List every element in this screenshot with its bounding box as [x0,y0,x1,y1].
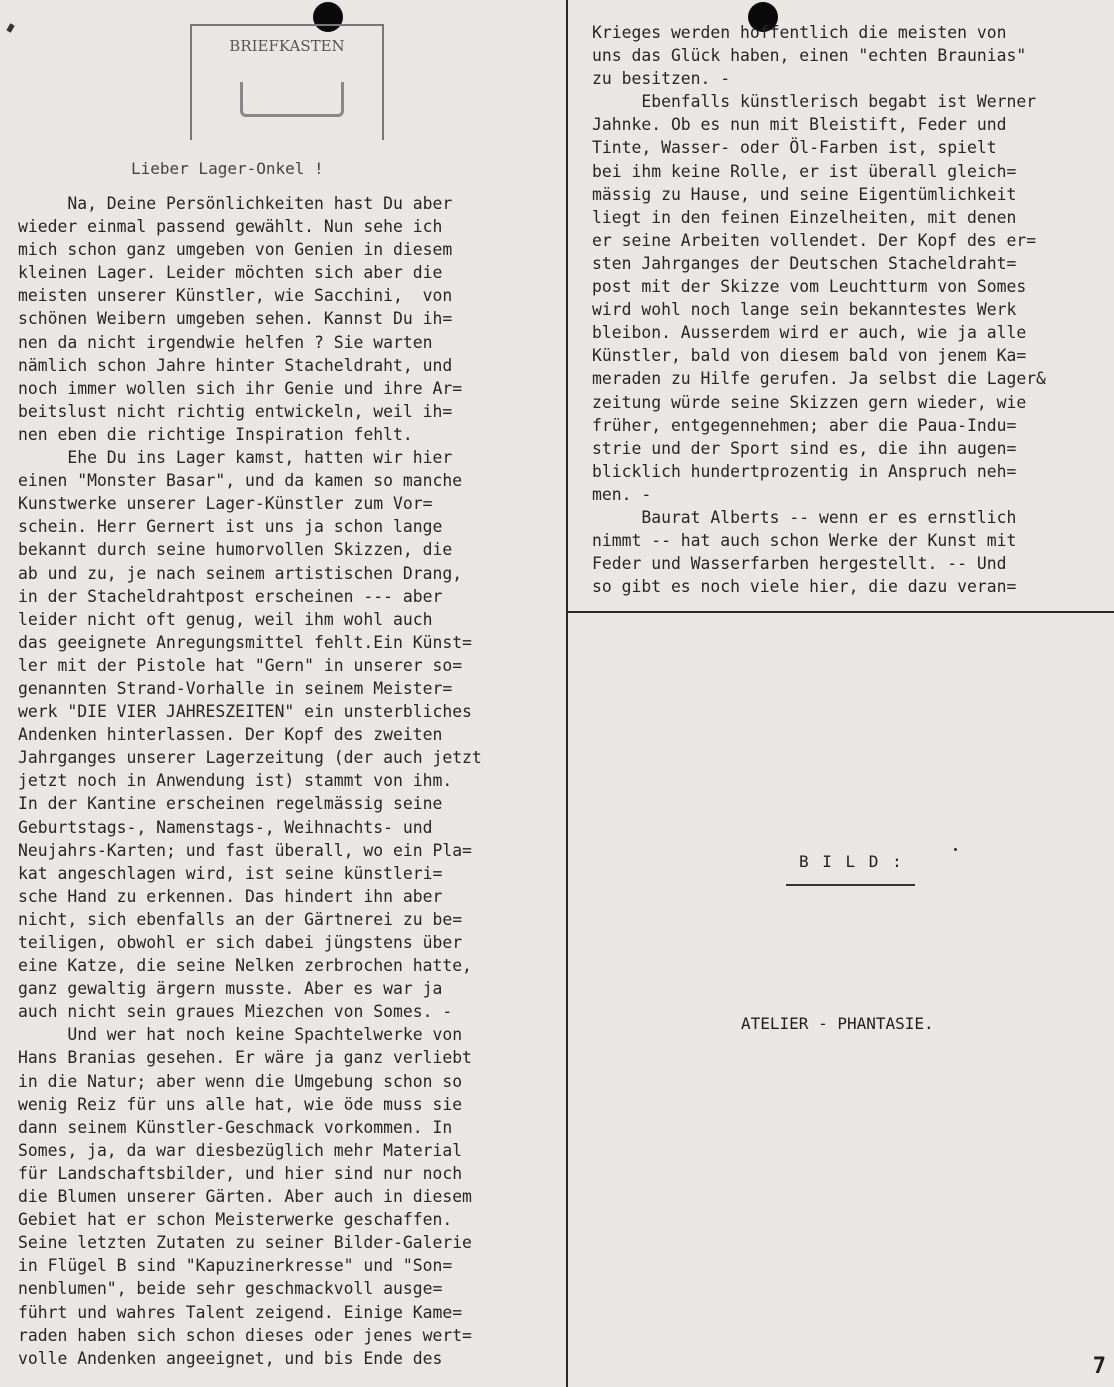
briefkasten-header-box [190,24,384,140]
text-line: teiligen, obwohl er sich dabei jüngstens über [18,933,463,952]
text-line: bleibon. Ausserdem wird er auch, wie ja alle [592,323,1027,343]
text-line: leider nicht oft genug, weil ihm wohl auch [18,609,433,629]
text-line: eine Katze, die seine Nelken zerbrochen hatte, [18,956,472,976]
text-line: dann seinem Künstler-Geschmack vorkommen. In [18,1117,453,1137]
text-line: Ehe Du ins Lager kamst, hatten wir hier [18,448,453,468]
column-divider [566,0,568,1387]
text-line: genannten Strand-Vorhalle in seinem Meister= [18,678,453,698]
text-line: mässig zu Hause, und seine Eigentümlichkeit [592,184,1017,204]
text-line: ler mit der Pistole hat "Gern" in unserer so= [18,655,463,675]
text-line: In der Kantine erscheinen regelmässig seine [18,794,443,814]
text-line: Kunstwerke unserer Lager-Künstler zum Vor= [18,494,433,514]
text-line: Hans Branias gesehen. Er wäre ja ganz verliebt [18,1048,472,1068]
text-line: bei ihm keine Rolle, er ist überall gleich= [592,161,1017,181]
text-line: Andenken hinterlassen. Der Kopf des zweiten [18,725,443,745]
text-line: Tinte, Wasser- oder Öl-Farben ist, spielt [592,138,997,158]
section-title: BRIEFKASTEN [229,37,345,55]
text-line: nen eben die richtige Inspiration fehlt. [18,424,413,444]
text-line: noch immer wollen sich ihr Genie und ihre Ar= [18,378,463,398]
text-line: bekannt durch seine humorvollen Skizzen, die [18,540,453,560]
text-line: nenblumen", beide sehr geschmackvoll ausge= [18,1279,443,1299]
text-line: Gebiet hat er schon Meisterwerke geschaffen. [18,1210,453,1230]
ink-dot [954,848,957,851]
text-line: Jahrganges unserer Lagerzeitung (der auch jetzt [18,748,482,768]
text-line: Baurat Alberts -- wenn er es ernstlich [592,507,1017,527]
text-line: volle Andenken angeeignet, und bis Ende des [18,1348,443,1368]
greeting: Lieber Lager-Onkel ! [131,159,324,178]
text-line: men. - [592,484,652,504]
text-line: früher, entgegennehmen; aber die Paua-Indu= [592,415,1017,435]
text-line: nimmt -- hat auch schon Werke der Kunst mit [592,531,1017,551]
text-line: jetzt noch in Anwendung ist) stammt von ihm. [18,771,453,791]
text-line: auch nicht sein graues Miezchen von Somes. - [18,1002,453,1022]
text-line: ganz gewaltig ärgern musste. Aber es war ja [18,979,443,999]
text-line: die Blumen unserer Gärten. Aber auch in diesem [18,1187,472,1207]
text-line: einen "Monster Basar", und da kamen so manche [18,471,463,491]
text-line: so gibt es noch viele hier, die dazu veran= [592,577,1017,597]
text-line: raden haben sich schon dieses oder jenes wert= [18,1325,472,1345]
text-line: kat angeschlagen wird, ist seine künstleri= [18,863,443,883]
text-line: strie und der Sport sind es, die ihn augen= [592,438,1017,458]
text-line: wieder einmal passend gewählt. Nun sehe ich [18,217,443,237]
text-line: Und wer hat noch keine Spachtelwerke von [18,1025,463,1045]
picture-label-underline [786,884,915,886]
text-line: meraden zu Hilfe gerufen. Ja selbst die Lager& [592,369,1046,389]
text-line: blicklich hundertprozentig in Anspruch neh= [592,461,1017,481]
text-line: Neujahrs-Karten; und fast überall, wo ein Pla= [18,840,472,860]
text-line: Geburtstags-, Namenstags-, Weihnachts- und [18,817,433,837]
text-line: wenig Reiz für uns alle hat, wie öde muss sie [18,1094,463,1114]
text-line: meisten unserer Künstler, wie Sacchini, von [18,286,453,306]
text-line: das geeignete Anregungsmittel fehlt.Ein Künst= [18,632,472,652]
text-line: liegt in den feinen Einzelheiten, mit denen [592,207,1017,227]
picture-box-divider [566,611,1114,613]
text-line: werk "DIE VIER JAHRESZEITEN" ein unsterbliches [18,702,472,722]
text-line: er seine Arbeiten vollendet. Der Kopf des er= [592,230,1037,250]
text-line: sten Jahrganges der Deutschen Stacheldraht= [592,253,1017,273]
text-line: Künstler, bald von diesem bald von jenem Ka= [592,346,1027,366]
text-line: kleinen Lager. Leider möchten sich aber die [18,263,443,283]
text-line: sche Hand zu erkennen. Das hindert ihn aber [18,886,443,906]
text-line: post mit der Skizze vom Leuchtturm von Somes [592,277,1027,297]
text-line: Feder und Wasserfarben hergestellt. -- Und [592,554,1007,574]
text-line: nicht, sich ebenfalls an der Gärtnerei zu be= [18,909,463,929]
text-line: ab und zu, je nach seinem artistischen Drang, [18,563,463,583]
left-column-text [18,192,482,1370]
pen-mark [6,23,14,32]
text-line: Na, Deine Persönlichkeiten hast Du aber [18,194,453,213]
text-line: schönen Weibern umgeben sehen. Kannst Du ih= [18,309,453,329]
text-line: für Landschaftsbilder, und hier sind nur noch [18,1163,463,1183]
text-line: führt und wahres Talent zeigend. Einige Kame= [18,1302,463,1322]
text-line: Jahnke. Ob es nun mit Bleistift, Feder und [592,115,1007,135]
text-line: schein. Herr Gernert ist uns ja schon lange [18,517,443,537]
text-line: nämlich schon Jahre hinter Stacheldraht, und [18,355,453,375]
text-line: zu besitzen. - [592,69,731,89]
text-line: nen da nicht irgendwie helfen ? Sie warten [18,332,433,352]
text-line: in die Natur; aber wenn die Umgebung schon so [18,1071,463,1091]
picture-caption: ATELIER - PHANTASIE. [741,1014,934,1033]
text-line: zeitung würde seine Skizzen gern wieder, wie [592,392,1027,412]
mailbox-slot-drawing [240,82,344,117]
right-column-text [592,21,1046,598]
text-line: uns das Glück haben, einen "echten Braunias" [592,46,1027,66]
text-line: Krieges werden hoffentlich die meisten von [592,23,1007,42]
text-line: in der Stacheldrahtpost erscheinen --- aber [18,586,443,606]
text-line: in Flügel B sind "Kapuzinerkresse" und "Son= [18,1256,453,1276]
text-line: Ebenfalls künstlerisch begabt ist Werner [592,92,1037,112]
text-line: mich schon ganz umgeben von Genien in diesem [18,240,453,260]
text-line: beitslust nicht richtig entwickeln, weil ih= [18,401,453,421]
text-line: wird wohl noch lange sein bekanntestes Werk [592,300,1017,320]
text-line: Seine letzten Zutaten zu seiner Bilder-Galerie [18,1233,472,1253]
picture-label: B I L D : [799,852,904,871]
text-line: Somes, ja, da war diesbezüglich mehr Material [18,1140,463,1160]
page-number: 7 [1092,1354,1106,1379]
